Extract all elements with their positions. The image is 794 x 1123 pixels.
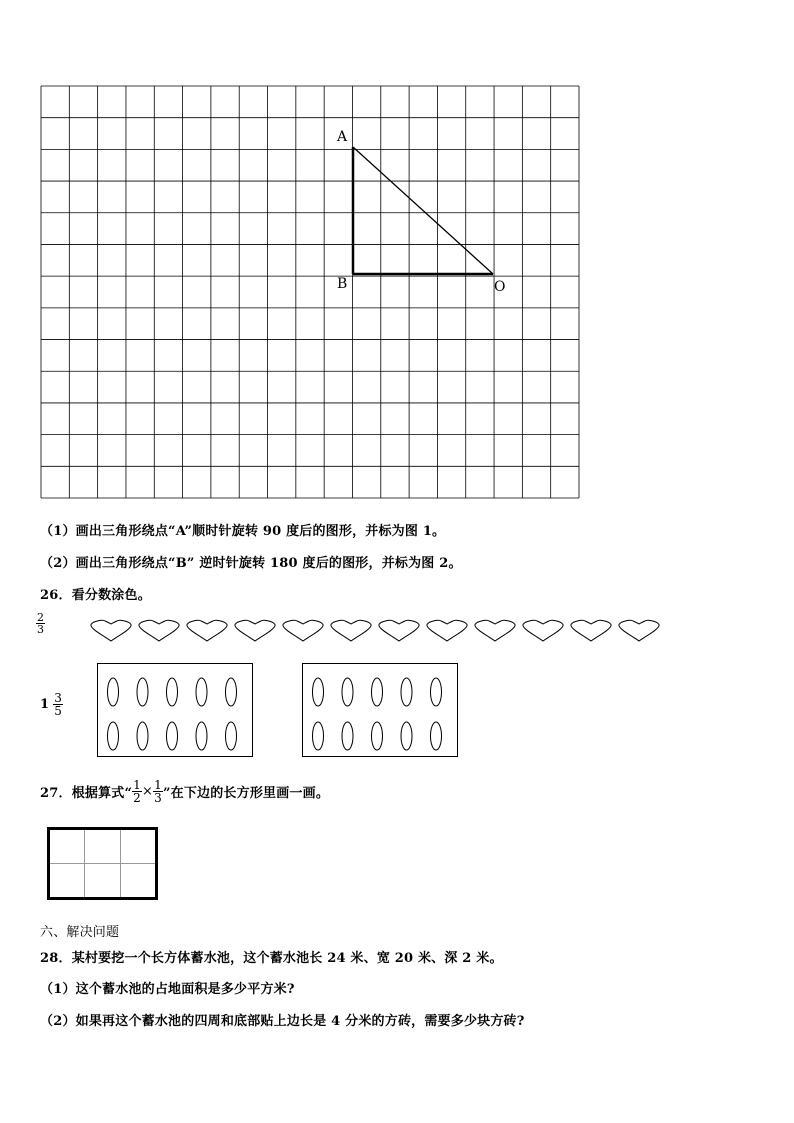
q26-title: 26．看分数涂色。 bbox=[40, 588, 151, 603]
heart-shape[interactable] bbox=[619, 620, 659, 641]
oval-shape[interactable] bbox=[372, 678, 383, 706]
oval-shape[interactable] bbox=[137, 678, 148, 706]
oval-shape[interactable] bbox=[226, 678, 237, 706]
oval-shape[interactable] bbox=[137, 722, 148, 750]
oval-shape[interactable] bbox=[196, 678, 207, 706]
heart-shape[interactable] bbox=[91, 620, 131, 641]
oval-shape[interactable] bbox=[108, 722, 119, 750]
heart-shape[interactable] bbox=[379, 620, 419, 641]
frac-numerator: 1 bbox=[133, 778, 142, 792]
q27-prefix: 27．根据算式“ bbox=[40, 786, 133, 801]
mixed-whole: 1 bbox=[40, 697, 50, 712]
oval-shape[interactable] bbox=[342, 678, 353, 706]
oval-shape[interactable] bbox=[431, 722, 442, 750]
frac-numerator: 3 bbox=[54, 691, 62, 705]
q25-part1: （1）画出三角形绕点“A”顺时针旋转 90 度后的图形，并标为图 1。 bbox=[40, 524, 446, 539]
frac-numerator: 2 bbox=[37, 611, 44, 624]
oval-shape[interactable] bbox=[401, 678, 412, 706]
oval-shape[interactable] bbox=[167, 722, 178, 750]
heart-shape[interactable] bbox=[139, 620, 179, 641]
heart-shape[interactable] bbox=[235, 620, 275, 641]
point-label-a: A bbox=[337, 129, 348, 145]
oval-shape[interactable] bbox=[108, 678, 119, 706]
q25-part2: （2）画出三角形绕点“B” 逆时针旋转 180 度后的图形，并标为图 2。 bbox=[40, 556, 462, 571]
frac-numerator: 1 bbox=[154, 778, 162, 792]
oval-box-1 bbox=[97, 663, 254, 758]
oval-shape[interactable] bbox=[313, 678, 324, 706]
heart-shape[interactable] bbox=[283, 620, 323, 641]
oval-shape[interactable] bbox=[431, 678, 442, 706]
q28-stem: 28．某村要挖一个长方体蓄水池，这个蓄水池长 24 米、宽 20 米、深 2 米。 bbox=[40, 951, 503, 966]
oval-shape[interactable] bbox=[342, 722, 353, 750]
frac-denominator: 3 bbox=[37, 623, 44, 636]
q28-part2: （2）如果再这个蓄水池的四周和底部贴上边长是 4 分米的方砖，需要多少块方砖? bbox=[40, 1014, 525, 1029]
q26-mixed-number bbox=[40, 692, 63, 717]
oval-box-frame bbox=[303, 664, 458, 757]
triangle-abo bbox=[353, 147, 493, 274]
triangle-side-ao bbox=[353, 147, 493, 274]
times-sign: × bbox=[142, 784, 154, 799]
heart-shape[interactable] bbox=[571, 620, 611, 641]
heart-shape[interactable] bbox=[187, 620, 227, 641]
oval-box-frame bbox=[98, 664, 253, 757]
oval-shape[interactable] bbox=[226, 722, 237, 750]
frac-denominator: 3 bbox=[154, 791, 162, 805]
heart-shape[interactable] bbox=[427, 620, 467, 641]
point-label-o: O bbox=[494, 279, 506, 295]
oval-shape[interactable] bbox=[167, 678, 178, 706]
heart-shape[interactable] bbox=[523, 620, 563, 641]
heart-shape[interactable] bbox=[331, 620, 371, 641]
oval-shape[interactable] bbox=[313, 722, 324, 750]
section-six-title: 六、解决问题 bbox=[40, 925, 120, 940]
oval-box-2 bbox=[302, 663, 459, 758]
heart-shape[interactable] bbox=[475, 620, 515, 641]
q28-part1: （1）这个蓄水池的占地面积是多少平方米? bbox=[40, 982, 295, 997]
oval-shape[interactable] bbox=[372, 722, 383, 750]
oval-shape[interactable] bbox=[401, 722, 412, 750]
frac-denominator: 5 bbox=[54, 704, 62, 718]
point-label-b: B bbox=[337, 276, 348, 292]
q27-suffix: ”在下边的长方形里画一画。 bbox=[162, 786, 330, 801]
q27-title bbox=[40, 779, 329, 804]
frac-denominator: 2 bbox=[133, 791, 142, 805]
oval-shape[interactable] bbox=[196, 722, 207, 750]
q26-fraction-two-thirds bbox=[36, 612, 45, 635]
q27-rectangle bbox=[47, 827, 159, 901]
hearts-row bbox=[88, 618, 663, 644]
